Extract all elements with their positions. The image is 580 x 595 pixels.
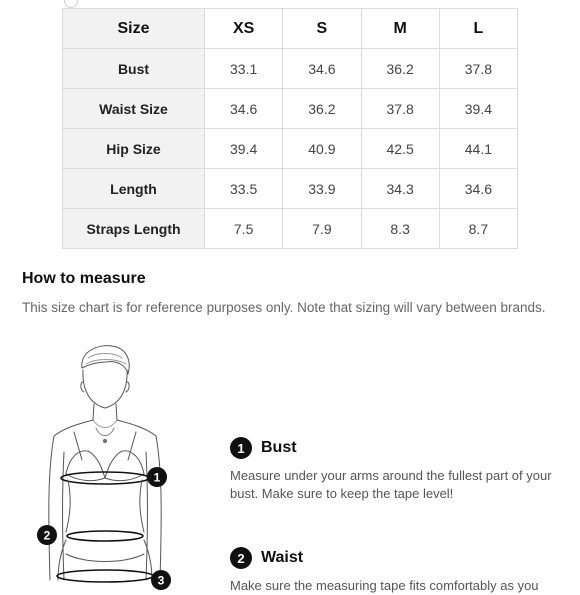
table-cell: 7.9 [283, 209, 361, 249]
table-cell: 33.9 [283, 169, 361, 209]
figure-marker-label: 1 [153, 470, 161, 485]
measure-step-waist [230, 547, 560, 595]
header-cell: Size [63, 9, 205, 49]
table-cell: 34.6 [439, 169, 517, 209]
figure-marker-label: 2 [43, 528, 51, 543]
body-outline-figure [30, 340, 190, 588]
table-cell: 44.1 [439, 129, 517, 169]
figure-marker-3 [151, 570, 171, 590]
table-cell: 36.2 [283, 89, 361, 129]
table-row [63, 49, 518, 89]
step-description: Make sure the measuring tape fits comfortably as you [230, 578, 539, 593]
row-label: Bust [63, 49, 205, 89]
table-cell: 34.6 [205, 89, 283, 129]
table-cell: 8.3 [361, 209, 439, 249]
row-label: Hip Size [63, 129, 205, 169]
figure-marker-1 [147, 467, 167, 487]
reference-note: This size chart is for reference purposes only. Note that sizing will vary between brands. [22, 300, 546, 315]
step-description: Measure under your arms around the fullest part of your bust. Make sure to keep the tape level! [230, 468, 552, 501]
table-cell: 42.5 [361, 129, 439, 169]
table-cell: 40.9 [283, 129, 361, 169]
table-row [63, 169, 518, 209]
measure-step-bust [230, 437, 560, 503]
table-cell: 33.5 [205, 169, 283, 209]
table-cell: 7.5 [205, 209, 283, 249]
table-cell: 34.3 [361, 169, 439, 209]
table-cell: 39.4 [439, 89, 517, 129]
step-heading [230, 547, 560, 569]
figure-marker-2 [37, 525, 57, 545]
header-cell: XS [205, 9, 283, 49]
step-heading [230, 437, 560, 459]
header-cell: M [361, 9, 439, 49]
table-row [63, 129, 518, 169]
table-cell: 39.4 [205, 129, 283, 169]
step-label: Bust [261, 439, 297, 456]
table-row [63, 89, 518, 129]
header-cell: L [439, 9, 517, 49]
size-chart-table [62, 8, 518, 249]
step-number-badge: 2 [230, 547, 252, 569]
table-cell: 33.1 [205, 49, 283, 89]
table-cell: 8.7 [439, 209, 517, 249]
header-cell: S [283, 9, 361, 49]
how-to-measure-title: How to measure [22, 270, 146, 287]
row-label: Straps Length [63, 209, 205, 249]
step-label: Waist [261, 549, 304, 566]
table-cell: 37.8 [439, 49, 517, 89]
row-label: Length [63, 169, 205, 209]
size-chart-header-row [63, 9, 518, 49]
step-number-badge: 1 [230, 437, 252, 459]
body-outline-icon [30, 340, 190, 588]
table-cell: 34.6 [283, 49, 361, 89]
table-cell: 37.8 [361, 89, 439, 129]
table-row [63, 209, 518, 249]
figure-marker-label: 3 [157, 573, 165, 588]
cutoff-circle-icon [64, 0, 78, 8]
table-cell: 36.2 [361, 49, 439, 89]
row-label: Waist Size [63, 89, 205, 129]
top-cutoff-icons [64, 0, 154, 2]
